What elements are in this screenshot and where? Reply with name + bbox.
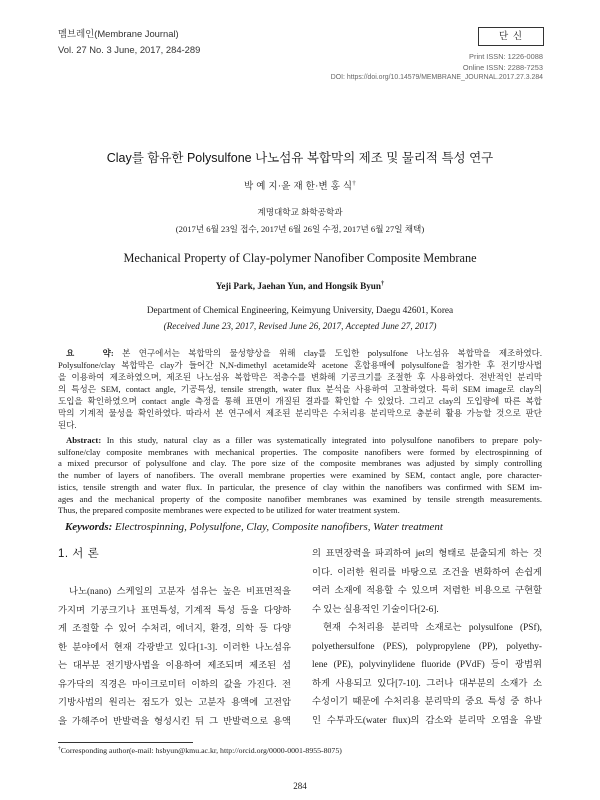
abstract-english-line: istics, tensile strength and water flux. In particular, the presence of clay within the nanofibers was confirmed with SEM im-	[58, 481, 542, 492]
body-text-line: 가지며 기공크기나 표면특성, 기계적 특성 등을 다양하	[58, 605, 291, 616]
body-text-line: polyethersulfone (PES), polypropylene (PP), polyethy-	[312, 641, 542, 652]
abstract-korean-text: 본 연구에서는 복합막의 물성향상을 위해 clay를 도입한 polysulfone 나노섬유 복합막을 제조하였다.	[122, 348, 543, 358]
footnote-text: Corresponding author(e-mail: hsbyun@kmu.ac.kr, http://orcid.org/0000-0001-8955-8075)	[60, 746, 342, 755]
corresponding-mark: †	[352, 179, 356, 187]
abstract-english-line: sulfone/clay composite membranes with mechanical properties. The composite nanofibers were formed by electrospinning of	[58, 446, 542, 457]
abstract-english-line	[58, 435, 542, 447]
author-names-english: Yeji Park, Jaehan Yun, and Hongsik Byun	[215, 281, 382, 291]
body-text-line: 게 조절할 수 있어 수처리, 에너지, 환경, 의학 등 다양	[58, 624, 291, 634]
abstract-korean-line: 막의 기계적 물성을 확인하였다. 따라서 본 연구에서 제조된 분리막은 수처리용 분리막으로 충분히 활용 가능할 것으로 판단	[58, 408, 542, 418]
title-korean: Clay를 함유한 Polysulfone 나노섬유 복합막의 제조 및 물리적 특성 연구	[106, 151, 494, 165]
affiliation-english: Department of Chemical Engineering, Keimyung University, Daegu 42601, Korea	[146, 306, 454, 316]
body-text-line: 현재 수처리용 분리막 소재로는 polysulfone (PSf),	[323, 623, 542, 633]
article-type-badge: 단 신	[478, 27, 544, 46]
online-issn: Online ISSN: 2288-7253	[462, 62, 543, 72]
abstract-korean-label: 요 약:	[66, 348, 114, 358]
body-column-left	[58, 583, 291, 731]
body-text-line: 는 대부분 전기방사법을 이용하여 제조되며 제조된 섬	[58, 661, 291, 671]
abstract-english-text: In this study, natural clay as a filler was systematically integrated into polysulfone nanofibers to prepare poly-	[106, 435, 542, 445]
abstract-english-line: the number of layers of nanofibers. The overall membrane properties were examined by SEM, contact angle, pore character-	[58, 470, 542, 481]
abstract-english-line: a mixed precursor of polysulfone and clay. The pore size of the composite membranes was adjusted by simply controlling	[58, 458, 542, 469]
journal-name: 멤브레인(Membrane Journal)	[58, 28, 179, 39]
corresponding-mark: †	[381, 279, 385, 287]
body-text-line: 여러 소재에 적용할 수 있으며 저렴한 비용으로 구현할	[312, 586, 542, 596]
issn-doi-block	[331, 52, 543, 84]
body-text-line: 한 분야에서 현재 각광받고 있다[1-3]. 이러한 나노섬유	[58, 642, 291, 653]
body-text-line: 유가닥의 직경은 마이크로미터 이하의 값을 가진다. 전	[58, 679, 291, 690]
body-text-line: 기방사법의 원리는 점도가 있는 고분자 용액에 고전압	[58, 698, 291, 708]
abstract-korean-line: 의 특성은 SEM, contact angle, 기공특성, tensile strength, water flux 분석을 사용하여 고찰하였다. 특히 SEM image로 clay의	[58, 384, 542, 394]
journal-issue: Vol. 27 No. 3 June, 2017, 284-289	[58, 44, 201, 55]
print-issn: Print ISSN: 1226-0088	[469, 52, 543, 61]
abstract-korean-line: 을 이용하여 제조하였으며, 제조된 나노섬유 복합막은 적층수를 변화해 기공크기를 조절한 후 사용하였다. 전반적인 분리막	[58, 372, 542, 382]
abstract-korean-line: 된다.	[58, 420, 77, 430]
journal-header	[58, 26, 200, 58]
abstract-english-line: Thus, the prepared composite membranes were expected to be utilized for water treatment system.	[58, 505, 400, 516]
abstract-english-line: ages and the mechanical property of the composite nanofiber membranes was examined by tensile strength measurements.	[58, 493, 542, 504]
body-text-line: 이다. 이러한 원리를 바탕으로 조건을 변화하여 손쉽게	[312, 567, 542, 578]
abstract-korean	[58, 347, 542, 431]
body-text-line: 수성이기 때문에 수처리용 분리막의 중요 특성 중 하나	[312, 697, 542, 707]
abstract-english-label: Abstract:	[66, 435, 102, 445]
page-number: 284	[293, 781, 307, 791]
abstract-korean-line	[58, 347, 542, 359]
body-text-line: 나노(nano) 스케일의 고분자 섬유는 높은 비표면적을	[69, 587, 291, 597]
affiliation-korean: 계명대학교 화학공학과	[257, 207, 343, 217]
keywords-label: Keywords:	[65, 521, 113, 533]
body-text-line: 수 있는 실용적인 기술이다[2-6].	[312, 604, 439, 615]
body-text-line: lene (PE), polyvinylidene fluoride (PVdF) 등이 광범위	[312, 660, 542, 670]
section-heading: 1. 서 론	[58, 548, 100, 560]
authors-korean	[0, 180, 600, 194]
body-text-line: 하게 사용되고 있다[7-10]. 그러나 대부분의 소재가 소	[312, 678, 542, 689]
author-names-korean: 박 예 지·윤 재 한·변 홍 식	[244, 182, 353, 192]
dates-english: (Received June 23, 2017, Revised June 26, 2017, Accepted June 27, 2017)	[163, 321, 437, 331]
doi-text: DOI: https://doi.org/10.14579/MEMBRANE_JOURNAL.2017.27.3.284	[330, 74, 543, 81]
abstract-korean-line: Polysulfone/clay 복합막은 clay가 들어간 N,N-dimethyl acetamide와 acetone 혼합용매에 polysulfone을 첨가한 후 전기방사법	[58, 360, 542, 370]
body-column-right	[312, 545, 542, 730]
authors-english	[0, 279, 600, 293]
footnote-mark: †	[58, 745, 61, 752]
body-text-line: 을 가해주어 반발력을 형성시킨 뒤 그 반발력으로 용액	[58, 716, 291, 727]
body-text-line: 의 표면장력을 파괴하여 jet의 형태로 분출되게 하는 것	[312, 549, 542, 559]
abstract-korean-line: 도입을 확인하였으며 contact angle 측정을 통해 표면이 개질된 결과를 확인할 수 있었다. 그리고 clay의 도입량에 따른 복합	[58, 396, 542, 406]
footnote-divider	[58, 742, 193, 743]
keywords-text: Electrospinning, Polysulfone, Clay, Composite nanofibers, Water treatment	[114, 521, 443, 533]
abstract-english	[58, 435, 542, 517]
dates-korean: (2017년 6월 23일 접수, 2017년 6월 26일 수정, 2017년 6월 27일 채택)	[175, 224, 425, 234]
body-text-line: 인 수투과도(water flux)의 감소와 분리막 오염을 유발	[312, 715, 542, 726]
keywords	[65, 520, 443, 534]
footnote	[58, 745, 342, 757]
title-english: Mechanical Property of Clay-polymer Nanofiber Composite Membrane	[123, 251, 477, 265]
